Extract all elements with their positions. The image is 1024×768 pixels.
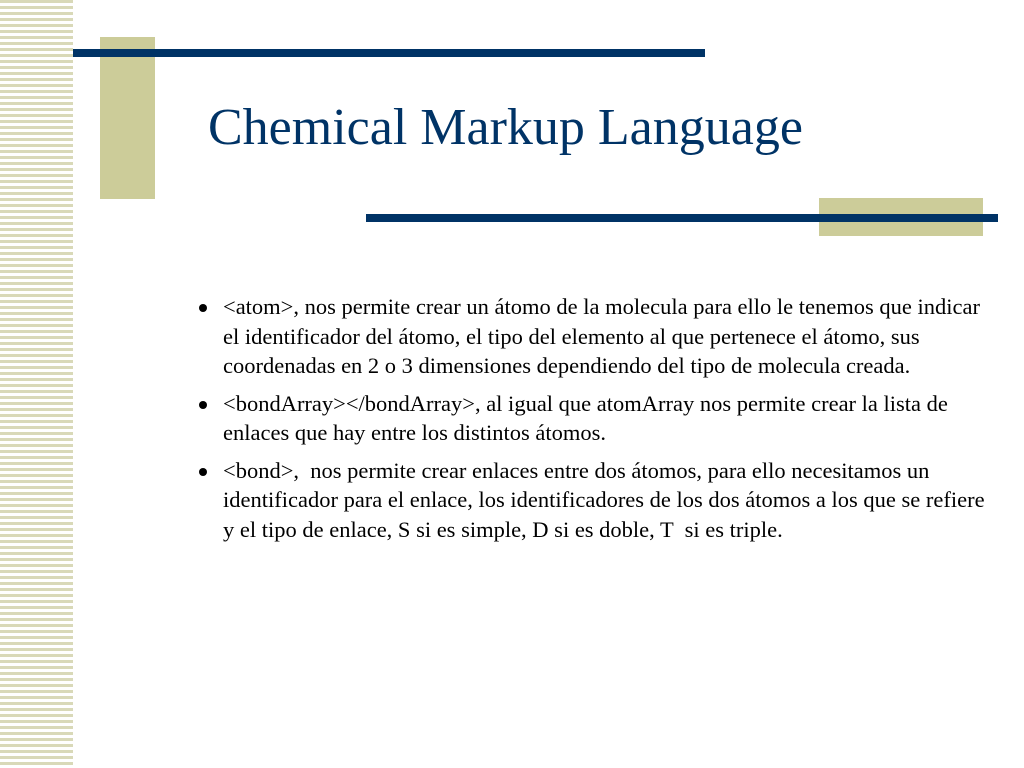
slide-title: Chemical Markup Language (208, 99, 803, 156)
bullet-dot-icon (199, 401, 207, 409)
striped-margin-decoration (0, 0, 73, 768)
bullet-item-bondarray (195, 389, 985, 448)
bullet-text: <atom>, nos permite crear un átomo de la molecula para ello le tenemos que indicar el identificador del átomo, el tipo del elemento al que pertenece el átomo, sus coordenadas en 2 o 3 dimensiones dependiendo del tipo de molecula creada. (223, 294, 986, 378)
accent-block-top (100, 37, 155, 199)
title-rule-bottom (366, 214, 998, 222)
bullet-dot-icon (199, 468, 207, 476)
bullet-item-bond (195, 456, 991, 545)
bullet-dot-icon (199, 304, 207, 312)
bullet-item-atom (195, 292, 985, 381)
bullet-list (195, 292, 991, 552)
title-rule-top (73, 49, 705, 57)
bullet-text: <bondArray></bondArray>, al igual que atomArray nos permite crear la lista de enlaces que hay entre los distintos átomos. (223, 390, 954, 445)
bullet-text: <bond>, nos permite crear enlaces entre dos átomos, para ello necesitamos un identificador para el enlace, los identificadores de los dos átomos a los que se refiere y el tipo de enlace, S si es simple, D si es doble, T si es triple. (223, 457, 991, 542)
